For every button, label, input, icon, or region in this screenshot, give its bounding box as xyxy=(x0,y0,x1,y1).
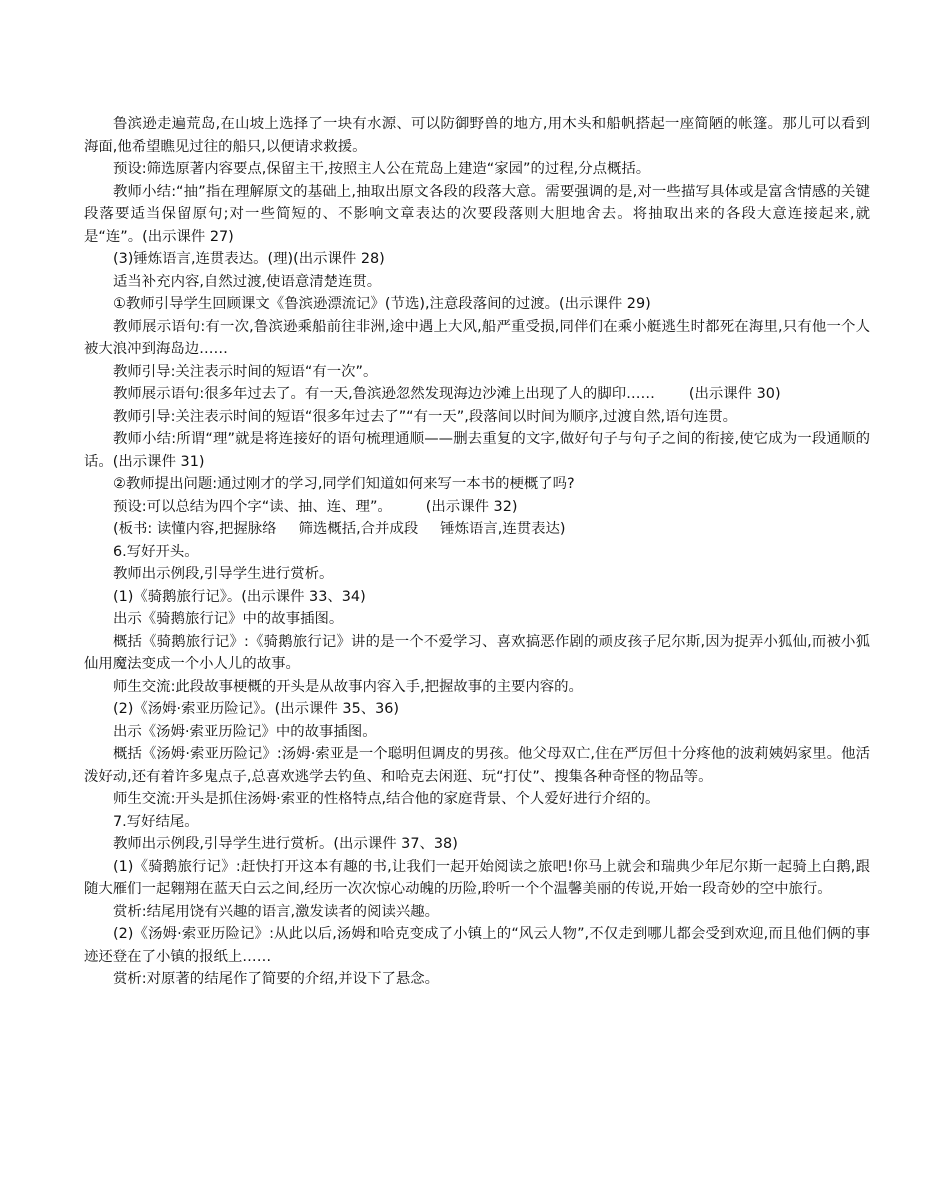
paragraph-summary-tom-sawyer: 概括《汤姆·索亚历险记》:汤姆·索亚是一个聪明但调皮的男孩。他父母双亡,住在严厉但十分疼他的波莉姨妈家里。他活泼好动,还有着许多鬼点子,总喜欢逃学去钓鱼、和哈克去闲逛、玩“打仗”、搜集各种奇怪的物品等。 xyxy=(84,746,870,785)
board-item-2: 筛选概括,合并成段 xyxy=(298,521,419,537)
document-page xyxy=(84,113,870,991)
paragraph-teacher-show-example-2: 教师出示例段,引导学生进行赏析。(出示课件 37、38) xyxy=(113,836,458,852)
paragraph-discussion-1: 师生交流:此段故事梗概的开头是从故事内容入手,把握故事的主要内容的。 xyxy=(113,678,583,695)
paragraph-step-3-heading: (3)锤炼语言,连贯表达。(理)(出示课件 28) xyxy=(113,251,385,267)
paragraph-robinson-campsite: 鲁滨逊走遍荒岛,在山坡上选择了一块有水源、可以防御野兽的地方,用木头和船帆搭起一座简陋的帐篷。那儿可以看到海面,他希望瞧见过往的船只,以便请求救援。 xyxy=(84,116,870,155)
paragraph-book-2-heading: (2)《汤姆·索亚历险记》。(出示课件 35、36) xyxy=(113,701,400,717)
paragraph-teacher-show-sentence-1: 教师展示语句:有一次,鲁滨逊乘船前往非洲,途中遇上大风,船严重受损,同伴们在乘小艇逃生时都死在海里,只有他一个人被大浪冲到海岛边…… xyxy=(84,318,870,357)
courseware-note: (出示课件 30) xyxy=(688,386,781,402)
paragraph-teacher-guide-time-phrase-1: 教师引导:关注表示时间的短语“有一次”。 xyxy=(113,363,378,380)
paragraph-teacher-summary-organize: 教师小结:所谓“理”就是将连接好的语句梳理通顺——删去重复的文字,做好句子与句子之间的衔接,使它成为一段通顺的话。(出示课件 31) xyxy=(84,431,870,470)
paragraph-summary-nils: 概括《骑鹅旅行记》:《骑鹅旅行记》讲的是一个不爱学习、喜欢搞恶作剧的顽皮孩子尼尔斯,因为捉弄小狐仙,而被小狐仙用魔法变成一个小人儿的故事。 xyxy=(84,633,870,672)
paragraph-teacher-show-example-1: 教师出示例段,引导学生进行赏析。 xyxy=(113,566,334,582)
section-heading-opening: 6.写好开头。 xyxy=(113,543,199,560)
paragraph-appreciation-1: 赏析:结尾用饶有兴趣的语言,激发读者的阅读兴趣。 xyxy=(113,903,440,920)
section-heading-ending: 7.写好结尾。 xyxy=(113,813,199,830)
paragraph-supplement-content: 适当补充内容,自然过渡,使语意清楚连贯。 xyxy=(113,273,382,290)
paragraph-show-illustration-1: 出示《骑鹅旅行记》中的故事插图。 xyxy=(113,611,344,627)
paragraph-teacher-guide-time-phrase-2: 教师引导:关注表示时间的短语“很多年过去了”“有一天”,段落间以时间为顺序,过渡自然,语句连贯。 xyxy=(113,408,738,425)
paragraph-preset-filter: 预设:筛选原著内容要点,保留主干,按照主人公在荒岛上建造“家园”的过程,分点概括。 xyxy=(113,161,651,177)
paragraph-teacher-question: ②教师提出问题:通过刚才的学习,同学们知道如何来写一本书的梗概了吗? xyxy=(113,476,575,492)
sentence-text: 教师展示语句:很多年过去了。有一天,鲁滨逊忽然发现海边沙滩上出现了人的脚印…… xyxy=(113,386,655,402)
paragraph-book-1-heading: (1)《骑鹅旅行记》。(出示课件 33、34) xyxy=(113,588,366,605)
paragraph-teacher-show-sentence-2 xyxy=(84,383,870,406)
paragraph-appreciation-2: 赏析:对原著的结尾作了简要的介绍,并设下了悬念。 xyxy=(113,971,440,987)
board-item-1: (板书: 读懂内容,把握脉络 xyxy=(113,521,277,537)
paragraph-show-illustration-2: 出示《汤姆·索亚历险记》中的故事插图。 xyxy=(113,723,377,740)
paragraph-discussion-2: 师生交流:开头是抓住汤姆·索亚的性格特点,结合他的家庭背景、个人爱好进行介绍的。 xyxy=(113,791,660,807)
preset-text: 预设:可以总结为四个字“读、抽、连、理”。 xyxy=(113,498,392,515)
courseware-note: (出示课件 32) xyxy=(425,498,518,515)
paragraph-teacher-guide-review: ①教师引导学生回顾课文《鲁滨逊漂流记》(节选),注意段落间的过渡。(出示课件 29) xyxy=(113,296,651,312)
paragraph-teacher-summary-extract: 教师小结:“抽”指在理解原文的基础上,抽取出原文各段的段落大意。需要强调的是,对一些描写具体或是富含情感的关键段落要适当保留原句;对一些简短的、不影响文章表达的次要段落则大胆地舍去。将抽取出来的各段大意连接起来,就是“连”。(出示课件 27) xyxy=(84,183,870,245)
paragraph-ending-nils: (1)《骑鹅旅行记》:赶快打开这本有趣的书,让我们一起开始阅读之旅吧!你马上就会和瑞典少年尼尔斯一起骑上白鹅,跟随大雁们一起翱翔在蓝天白云之间,经历一次次惊心动魄的历险,聆听一个个温馨美丽的传说,开始一段奇妙的空中旅行。 xyxy=(84,858,870,897)
paragraph-preset-four-words xyxy=(84,496,870,519)
paragraph-ending-tom-sawyer: (2)《汤姆·索亚历险记》:从此以后,汤姆和哈克变成了小镇上的“风云人物”,不仅走到哪儿都会受到欢迎,而且他们俩的事迹还登在了小镇的报纸上…… xyxy=(84,926,870,965)
board-item-3: 锤炼语言,连贯表达) xyxy=(440,521,566,537)
paragraph-board-writing xyxy=(84,518,870,541)
